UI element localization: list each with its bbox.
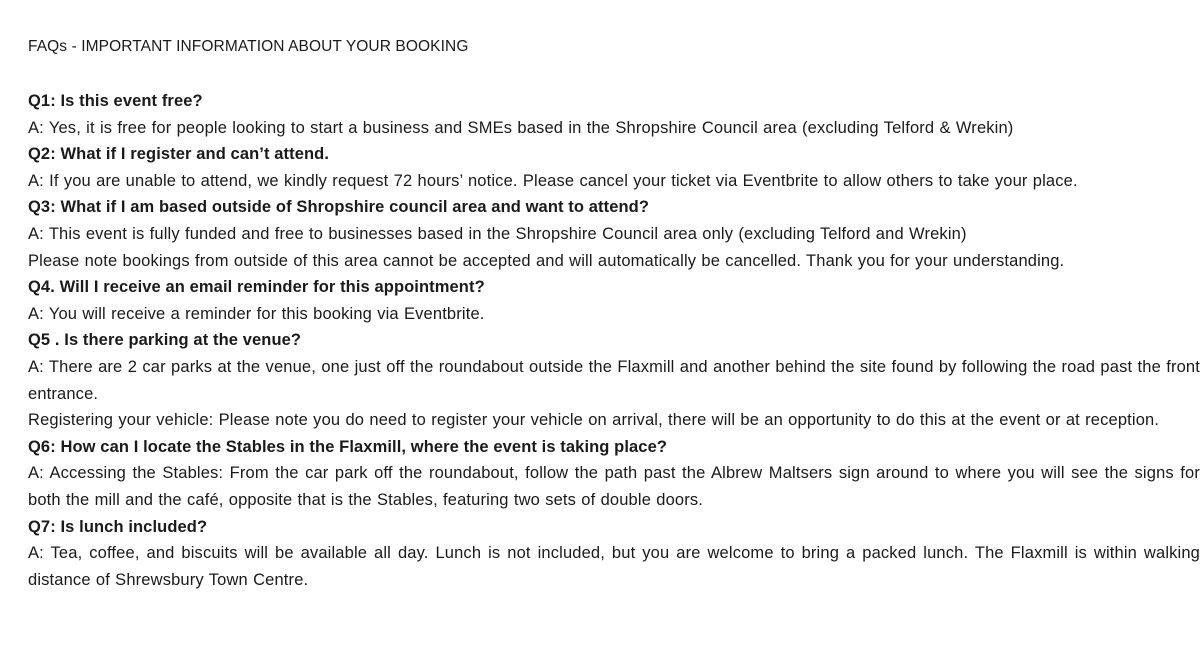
faq-answer: A: There are 2 car parks at the venue, one just off the roundabout outside the Flaxmill and another behind the site found by following the road past the front entrance. — [28, 357, 1200, 403]
faq-question: Q4. Will I receive an email reminder for this appointment? — [28, 278, 485, 297]
faq-item-q6 — [28, 434, 1200, 514]
faq-question: Q7: Is lunch included? — [28, 517, 208, 536]
faq-answer: A: Yes, it is free for people looking to start a business and SMEs based in the Shropshire Council area (excluding Telford & Wrekin) — [28, 118, 1014, 137]
faq-item-q7 — [28, 514, 1200, 594]
faq-question: Q5 . Is there parking at the venue? — [28, 331, 302, 350]
faq-answer-note: Please note bookings from outside of this area cannot be accepted and will automatically be cancelled. Thank you for your understanding. — [28, 251, 1065, 270]
faq-question: Q3: What if I am based outside of Shropshire council area and want to attend? — [28, 198, 650, 217]
faq-item-q1 — [28, 88, 1200, 141]
faq-answer: A: If you are unable to attend, we kindly request 72 hours’ notice. Please cancel your ticket via Eventbrite to allow others to take your place. — [28, 171, 1078, 190]
faq-question: Q6: How can I locate the Stables in the Flaxmill, where the event is taking place? — [28, 437, 668, 456]
faq-answer: A: Tea, coffee, and biscuits will be available all day. Lunch is not included, but you are welcome to bring a packed lunch. The Flaxmill is within walking distance of Shrewsbury Town Centre. — [28, 544, 1200, 589]
faq-item-q2 — [28, 141, 1200, 194]
faq-question: Q1: Is this event free? — [28, 92, 203, 110]
faq-item-q4 — [28, 274, 1200, 327]
faq-answer: A: You will receive a reminder for this booking via Eventbrite. — [28, 304, 485, 323]
faq-question: Q2: What if I register and can’t attend. — [28, 145, 330, 164]
faq-answer: A: This event is fully funded and free to businesses based in the Shropshire Council area only (excluding Telford and Wrekin) — [28, 224, 967, 243]
faq-answer: A: Accessing the Stables: From the car park off the roundabout, follow the path past the Albrew Maltsers sign around to where you will see the signs for both the mill and the café, opposite that is the Stables, featuring two sets of double doors. — [28, 464, 1200, 509]
faq-item-q5 — [28, 327, 1200, 433]
faq-document — [28, 36, 1200, 593]
faq-answer-note: Registering your vehicle: Please note you do need to register your vehicle on arrival, there will be an opportunity to do this at the event or at reception. — [28, 411, 1160, 430]
faq-item-q3 — [28, 194, 1200, 274]
faq-list — [28, 88, 1200, 593]
page-title: FAQs - IMPORTANT INFORMATION ABOUT YOUR BOOKING — [28, 38, 469, 55]
